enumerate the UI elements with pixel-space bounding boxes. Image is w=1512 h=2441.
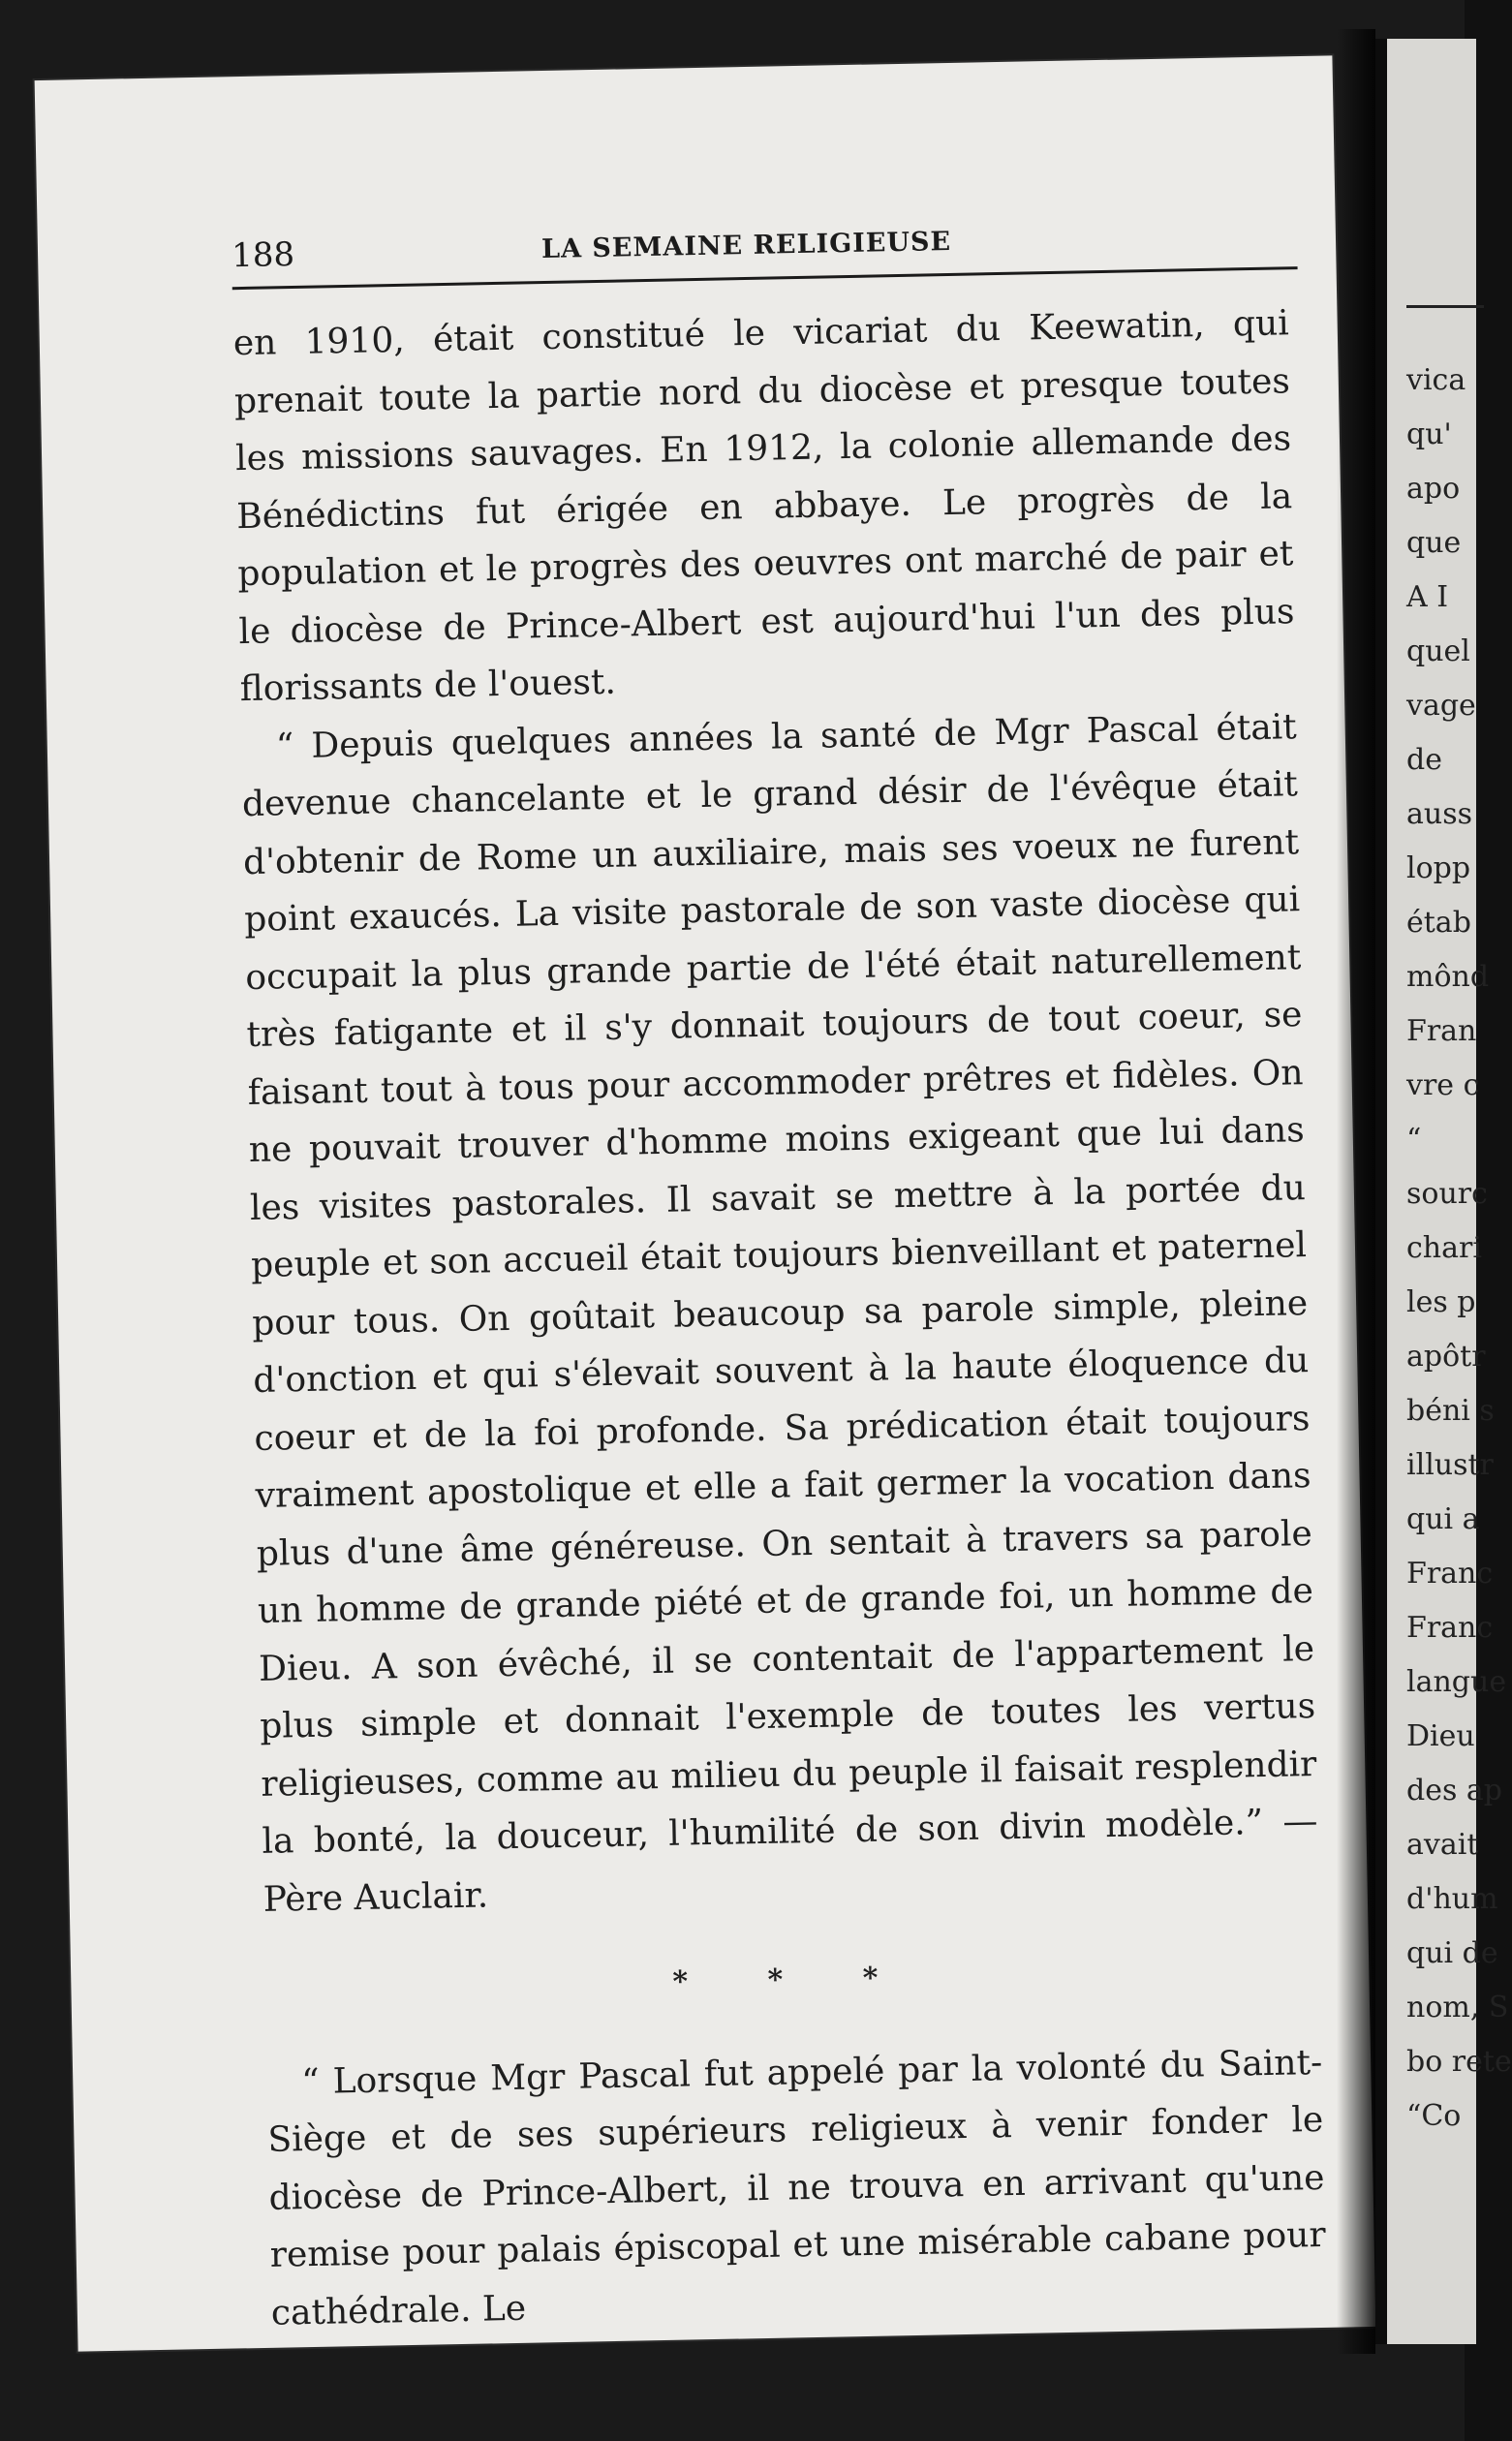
facing-page-line: vage: [1406, 689, 1476, 723]
facing-page-line: Franc: [1406, 1557, 1494, 1591]
facing-page-sliver: [1375, 39, 1512, 2344]
facing-page-line: lopp: [1406, 851, 1471, 885]
facing-page-line: apôtr: [1406, 1340, 1486, 1374]
facing-page-line: qui de: [1406, 1936, 1498, 1970]
facing-page-line: Fran: [1406, 1014, 1477, 1048]
facing-page-line: chari: [1406, 1231, 1482, 1265]
facing-page-line: des ap: [1406, 1774, 1502, 1808]
page-content: [231, 197, 1327, 2342]
facing-page-line: béni s: [1406, 1394, 1495, 1428]
facing-page-line: vre c: [1406, 1068, 1480, 1102]
body-text: [232, 294, 1327, 2342]
facing-page-line: que: [1406, 526, 1462, 560]
facing-page-line: apo: [1406, 472, 1461, 506]
facing-page-line: Franc: [1406, 1611, 1494, 1645]
facing-page-line: langue: [1406, 1665, 1507, 1699]
facing-page-line: d'hum: [1406, 1882, 1498, 1916]
facing-page-line: vica: [1406, 363, 1466, 397]
facing-page-line: bo rete: [1406, 2045, 1512, 2079]
facing-page-line: “: [1406, 1123, 1422, 1157]
facing-page-line: A I: [1406, 580, 1449, 614]
facing-page-line: Dieu: [1406, 1719, 1475, 1753]
facing-header-rule: [1406, 305, 1484, 308]
facing-page-line: “Co: [1406, 2099, 1462, 2133]
facing-page-line: les p: [1406, 1285, 1476, 1319]
facing-page-line: avait: [1406, 1828, 1479, 1862]
paragraph-1: en 1910, était constitué le vicariat du Keewatin, qui prenait toute la partie nord du diocèse et presque toutes les missions sauvages. En 1912, la colonie allemande des Bénédictins fut érigée en abbaye. Le progrès de la population et le progrès des oeuvres ont marché de pair et le diocèse de Prince-Albert est aujourd'hui l'un des plus florissants de l'ouest.: [232, 303, 1295, 710]
facing-page-line: nom, S: [1406, 1991, 1509, 2024]
facing-page-line: mônd: [1406, 960, 1490, 994]
running-title: LA SEMAINE RELIGIEUSE: [540, 226, 952, 265]
facing-page-line: auss: [1406, 797, 1472, 831]
facing-page-line: de: [1406, 743, 1442, 777]
facing-page-fragments: [1406, 354, 1512, 2144]
book-page: [35, 55, 1376, 2351]
paragraph-2: “ Depuis quelques années la santé de Mgr Pascal était devenue chancelante et le grand désir de l'évêque était d'obtenir de Rome un auxiliaire, mais ses voeux ne furent point exaucés. La visite pastorale de son vaste diocèse qui occupait la plus grande partie de l'été était naturellement très fatigante et il s'y donnait toujours de tout coeur, se faisant tout à tous pour accommoder prêtres et fidèles. On ne pouvait trouver d'homme moins exigeant que lui dans les visites pastorales. Il savait se mettre à la portée du peuple et son accueil était toujours bienveillant et paternel pour tous. On goûtait beaucoup sa parole simple, pleine d'onction et qui s'élevait souvent à la haute éloquence du coeur et de la foi profonde. Sa prédication était toujours vraiment apostolique et elle a fait germer la vocation dans plus d'une âme généreuse. On sentait à travers sa parole un homme de grande piété et de grande foi, un homme de Dieu. A son évêché, il se contentait de l'appartement le plus simple et donnait l'exemple de toutes les vertus religieuses, comme au milieu du peuple il faisait resplendir la bonté, la douceur, l'humilité de son divin modèle.” — Père Auclair.: [241, 706, 1318, 1920]
facing-page-line: qui a: [1406, 1502, 1480, 1536]
facing-page-line: quel: [1406, 634, 1470, 668]
section-separator: * * *: [672, 1961, 913, 1999]
facing-page-line: étab: [1406, 906, 1471, 940]
facing-page-line: qu': [1406, 417, 1452, 451]
gutter-shadow: [1337, 29, 1375, 2354]
facing-page-line: sourc: [1406, 1177, 1488, 1211]
page-number: 188: [231, 234, 295, 276]
facing-page-line: illustr: [1406, 1448, 1494, 1482]
paragraph-3: “ Lorsque Mgr Pascal fut appelé par la volonté du Saint-Siège et de ses supérieurs religieux à venir fonder le diocèse de Prince-Albert, il ne trouva en arrivant qu'une remise pour palais épiscopal et une misérable cabane pour cathédrale. Le: [267, 2042, 1326, 2333]
